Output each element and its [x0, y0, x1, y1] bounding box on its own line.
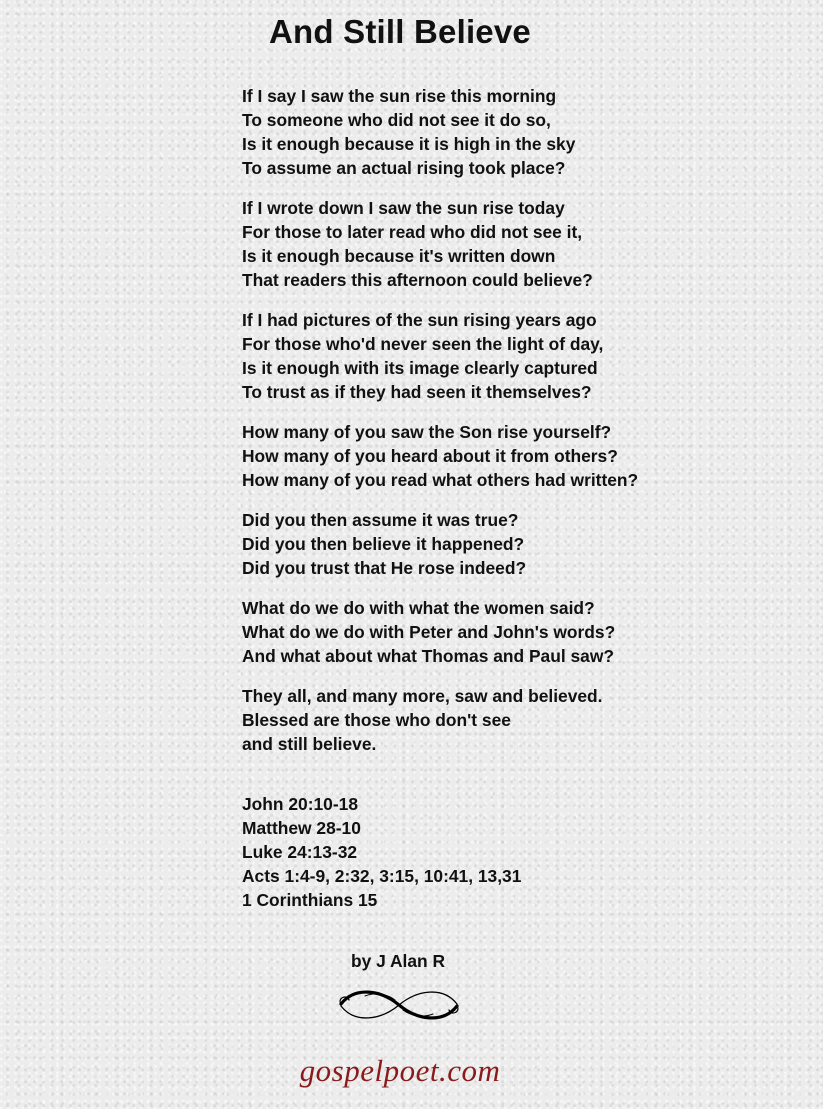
poem-line: How many of you heard about it from others? [242, 446, 618, 466]
scripture-reference: 1 Corinthians 15 [242, 890, 378, 910]
scripture-reference: Matthew 28-10 [242, 818, 361, 838]
stanza [242, 420, 802, 492]
site-logo[interactable]: gospelpoet.com [299, 1053, 501, 1088]
stanza [242, 508, 802, 580]
scroll-flourish-icon [335, 984, 463, 1026]
poem-line: If I say I saw the sun rise this morning [242, 86, 557, 106]
stanza [242, 596, 802, 668]
poem-line: They all, and many more, saw and believed. [242, 686, 603, 706]
scripture-reference: John 20:10-18 [242, 794, 358, 814]
poem-line: And what about what Thomas and Paul saw? [242, 646, 614, 666]
poem-line: To someone who did not see it do so, [242, 110, 551, 130]
poem-line: Did you trust that He rose indeed? [242, 558, 527, 578]
poem-title: And Still Believe [269, 13, 531, 50]
stanza [242, 84, 802, 180]
poem-line: How many of you read what others had written? [242, 470, 639, 490]
poem-body [242, 84, 802, 772]
poem-line: If I had pictures of the sun rising years ago [242, 310, 597, 330]
stanza [242, 684, 802, 756]
poem-line: Is it enough because it's written down [242, 246, 556, 266]
poem-line: and still believe. [242, 734, 377, 754]
poem-line: Did you then assume it was true? [242, 510, 519, 530]
poem-line: Is it enough because it is high in the sky [242, 134, 576, 154]
poem-line: For those to later read who did not see it, [242, 222, 583, 242]
author-byline: by J Alan R [350, 951, 446, 971]
poem-line: That readers this afternoon could believe? [242, 270, 593, 290]
poem-line: If I wrote down I saw the sun rise today [242, 198, 565, 218]
poem-line: For those who'd never seen the light of day, [242, 334, 604, 354]
poem-line: What do we do with Peter and John's words? [242, 622, 616, 642]
stanza [242, 196, 802, 292]
poem-line: To assume an actual rising took place? [242, 158, 566, 178]
poem-line: What do we do with what the women said? [242, 598, 595, 618]
poem-line: How many of you saw the Son rise yourself? [242, 422, 612, 442]
poem-line: Did you then believe it happened? [242, 534, 525, 554]
poem-line: Blessed are those who don't see [242, 710, 511, 730]
poem-line: Is it enough with its image clearly captured [242, 358, 598, 378]
scripture-reference: Acts 1:4-9, 2:32, 3:15, 10:41, 13,31 [242, 866, 522, 886]
poem-line: To trust as if they had seen it themselves? [242, 382, 592, 402]
stanza [242, 308, 802, 404]
scripture-references [242, 792, 521, 912]
scripture-reference: Luke 24:13-32 [242, 842, 358, 862]
